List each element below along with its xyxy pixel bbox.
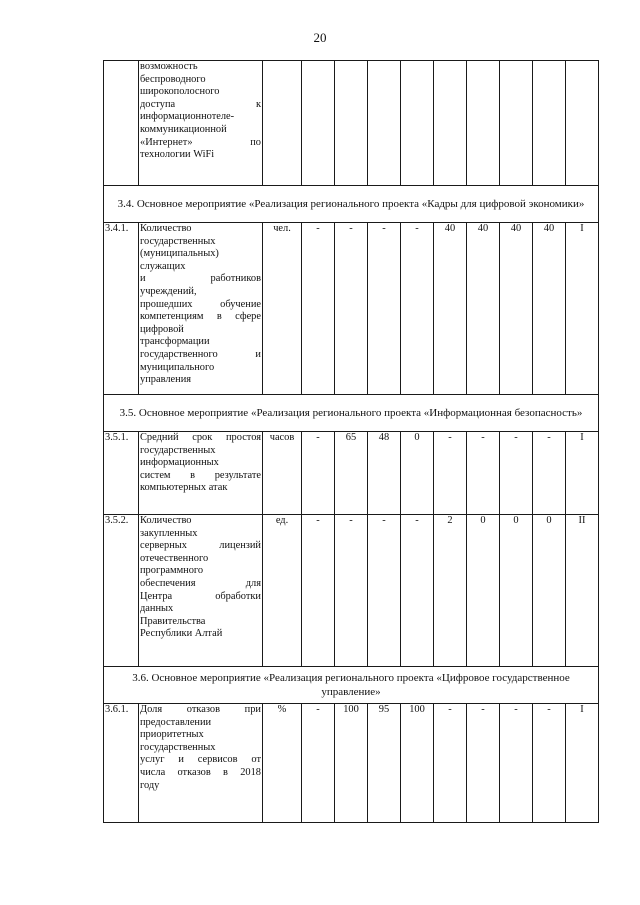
row-number: 3.5.2.	[104, 515, 139, 667]
indicator-name-line: компьютерных атак	[140, 482, 228, 494]
indicator-name-line: услуг и сервисов от	[140, 754, 261, 766]
indicator-name-line: государственных	[140, 444, 216, 456]
table-row	[104, 432, 599, 515]
group-cell: I	[566, 432, 599, 515]
row-number: 3.5.1.	[104, 432, 139, 515]
value-cell: 40	[434, 223, 467, 395]
value-cell: 40	[533, 223, 566, 395]
indicator-name-line: возможность	[140, 61, 198, 72]
value-cell: -	[401, 223, 434, 395]
section-heading: 3.5. Основное мероприятие «Реализация регионального проекта «Информационная безопасность»	[104, 395, 599, 432]
indicator-name	[139, 704, 263, 823]
indicator-name-line: государственных	[140, 741, 216, 753]
indicator-name-line: систем в результате	[140, 469, 261, 481]
value-cell: -	[500, 704, 533, 823]
indicator-name-line: компетенциям в сфере	[140, 311, 261, 323]
value-cell: -	[533, 432, 566, 515]
value-cell: -	[302, 704, 335, 823]
value-cell	[467, 61, 500, 186]
value-cell: 0	[467, 515, 500, 667]
indicator-name-line: Правительства	[140, 615, 206, 627]
indicator-name-line: серверных лицензий	[140, 540, 261, 552]
value-cell: 48	[368, 432, 401, 515]
value-cell: 65	[335, 432, 368, 515]
value-cell: 40	[467, 223, 500, 395]
unit-cell: часов	[263, 432, 302, 515]
indicator-name-line: году	[140, 779, 160, 791]
value-cell: -	[368, 223, 401, 395]
section-row	[104, 395, 599, 432]
indicator-name-line: коммуникационной	[140, 123, 227, 135]
value-cell: 100	[335, 704, 368, 823]
value-cell: -	[302, 223, 335, 395]
indicator-name	[139, 61, 263, 186]
value-cell	[434, 61, 467, 186]
value-cell: -	[302, 515, 335, 667]
row-number: 3.6.1.	[104, 704, 139, 823]
group-cell: II	[566, 515, 599, 667]
indicator-name-line: обеспечения для	[140, 577, 261, 589]
indicator-name-line: предоставлении	[140, 716, 212, 728]
indicators-table	[103, 60, 599, 823]
table-row	[104, 61, 599, 186]
value-cell: -	[500, 432, 533, 515]
indicator-name-line: Количество	[140, 223, 192, 234]
indicator-name-line: информационных	[140, 457, 219, 469]
indicator-name-line: государственных	[140, 235, 216, 247]
value-cell: -	[434, 704, 467, 823]
value-cell: -	[335, 223, 368, 395]
indicator-name-line: «Интернет» по	[140, 136, 261, 148]
indicator-name-line: учреждений,	[140, 285, 197, 297]
indicator-name-line: Средний срок простоя	[140, 432, 261, 443]
table-row	[104, 223, 599, 395]
indicator-name	[139, 223, 263, 395]
value-cell: -	[467, 432, 500, 515]
value-cell: -	[335, 515, 368, 667]
value-cell	[533, 61, 566, 186]
value-cell: -	[533, 704, 566, 823]
value-cell: 95	[368, 704, 401, 823]
indicator-name-line: приоритетных	[140, 729, 204, 741]
value-cell: 0	[533, 515, 566, 667]
indicator-name-line: информационнотеле-	[140, 111, 235, 123]
indicator-name	[139, 515, 263, 667]
indicator-name-line: доступа к	[140, 98, 261, 110]
section-row	[104, 186, 599, 223]
indicator-name-line: широкополосного	[140, 86, 220, 98]
unit-cell	[263, 61, 302, 186]
indicator-name-line: беспроводного	[140, 73, 206, 85]
value-cell: 100	[401, 704, 434, 823]
indicator-name-line: государственного и	[140, 348, 261, 360]
indicator-name-line: программного	[140, 565, 204, 577]
value-cell	[368, 61, 401, 186]
indicator-name	[139, 432, 263, 515]
indicator-name-line: Центра обработки	[140, 590, 261, 602]
indicator-name-line: Доля отказов при	[140, 704, 261, 715]
unit-cell: %	[263, 704, 302, 823]
value-cell: -	[401, 515, 434, 667]
value-cell: 2	[434, 515, 467, 667]
indicator-name-line: и работников	[140, 273, 261, 285]
value-cell	[335, 61, 368, 186]
group-cell	[566, 61, 599, 186]
row-number: 3.4.1.	[104, 223, 139, 395]
unit-cell: ед.	[263, 515, 302, 667]
group-cell: I	[566, 704, 599, 823]
indicator-name-line: технологии WiFi	[140, 149, 215, 161]
table-row	[104, 704, 599, 823]
page-number: 20	[313, 30, 327, 45]
group-cell: I	[566, 223, 599, 395]
table-row	[104, 515, 599, 667]
indicator-name-line: закупленных	[140, 527, 198, 539]
indicator-name-line: отечественного	[140, 552, 209, 564]
indicator-name-line: трансформации	[140, 336, 210, 348]
value-cell: 40	[500, 223, 533, 395]
unit-cell: чел.	[263, 223, 302, 395]
indicator-name-line: служащих	[140, 260, 186, 272]
indicator-name-line: данных	[140, 603, 174, 615]
value-cell: 0	[401, 432, 434, 515]
row-number	[104, 61, 139, 186]
indicator-name-line: прошедших обучение	[140, 298, 261, 310]
indicator-name-line: числа отказов в 2018	[140, 766, 261, 778]
section-heading: 3.6. Основное мероприятие «Реализация регионального проекта «Цифровое государственное управление»	[104, 667, 599, 704]
table-body	[104, 61, 599, 823]
value-cell	[302, 61, 335, 186]
section-row	[104, 667, 599, 704]
value-cell: -	[434, 432, 467, 515]
value-cell: 0	[500, 515, 533, 667]
value-cell: -	[368, 515, 401, 667]
indicator-name-line: цифровой	[140, 323, 184, 335]
indicator-name-line: (муниципальных)	[140, 248, 219, 260]
indicator-name-line: управления	[140, 374, 192, 386]
value-cell	[500, 61, 533, 186]
indicator-name-line: Республики Алтай	[140, 628, 223, 640]
section-heading: 3.4. Основное мероприятие «Реализация регионального проекта «Кадры для цифровой экономики»	[104, 186, 599, 223]
value-cell: -	[302, 432, 335, 515]
indicator-name-line: муниципального	[140, 361, 215, 373]
value-cell	[401, 61, 434, 186]
indicator-name-line: Количество	[140, 515, 192, 526]
value-cell: -	[467, 704, 500, 823]
